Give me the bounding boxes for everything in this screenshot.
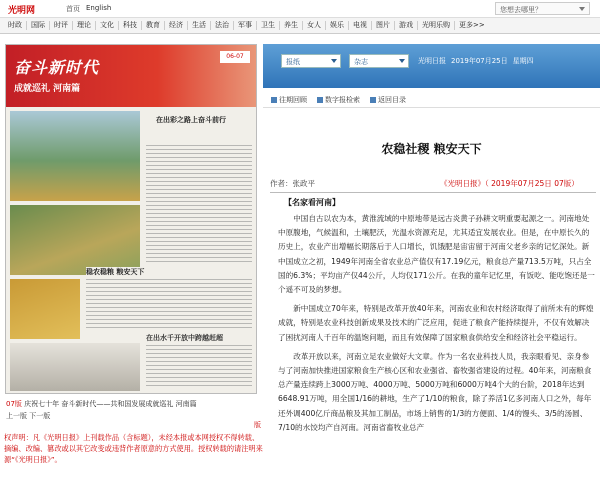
list-icon (370, 97, 376, 103)
nav-item[interactable]: 光明乐购 (418, 21, 455, 30)
nav-item[interactable]: 理论 (73, 21, 96, 30)
nav-item[interactable]: 军事 (234, 21, 257, 30)
toolbar-search[interactable]: 数字报检索 (317, 95, 360, 105)
article-column[interactable] (86, 279, 252, 329)
top-links (66, 4, 111, 14)
nav-item[interactable]: 文化 (96, 21, 119, 30)
top-link-english[interactable]: English (86, 4, 112, 12)
issue-info (418, 56, 534, 66)
site-search-select[interactable]: 您想去哪里？ (495, 2, 590, 15)
nav-item[interactable]: 生活 (188, 21, 211, 30)
nav-item[interactable]: 游戏 (395, 21, 418, 30)
page-caption-text[interactable]: 庆祝七十年 奋斗新时代——共和国发展成就巡礼 河南篇 (24, 400, 197, 408)
article-section-tag: 【名家看河南】 (284, 198, 340, 207)
page-edition: 07版 (6, 400, 22, 408)
page-pager (6, 411, 50, 421)
article-paragraph: 中国自古以农为本，黄淮流域的中原地带是远古炎黄子孙耕文明重要起源之一。河南地处中原腹地，气候温和，土壤肥沃，光温水资源充足，尤其适宜发展农业。但是，在中原长久的历史上，农业产出增幅长期落后于人口增长，饥饿肥是宙宙留于河南父老乡亲的记忆深处。新中国成立之初，1949年河南全省农业总产值仅有17.19亿元，粮食总产量713.5万吨，只占全国的6.3%；平均亩产仅44公斤，人均仅171公斤。在我的童年记忆里，有饭吃、能吃饱还是一个遥不可及的梦想。 (278, 214, 595, 295)
nav-item[interactable]: 时政 (4, 21, 27, 30)
page-headline[interactable]: 稳农稳粮 粮安天下 (86, 268, 145, 276)
nav-item[interactable]: 经济 (165, 21, 188, 30)
nav-item[interactable]: 电视 (349, 21, 372, 30)
site-logo[interactable]: 光明网 (8, 6, 36, 16)
article-column[interactable] (146, 345, 252, 389)
paper-select[interactable]: 报纸 (281, 54, 341, 68)
main-nav (0, 18, 600, 34)
article-paragraph: 改革开放以来，河南立足农业做好大文章。作为一名农业科技人员，我亲眼看见、亲身参与了河南加快推进国家粮食生产核心区和农业强省、畜牧强省建设的过程。40年来，河南粮食总产量连续跨上3000万吨、4000万吨、5000万吨和6000万吨4个大的台阶，2018年达到6648.91万吨，用全国1/16的耕地，生产了1/10的粮食，除了养活1亿多河南人口之外，每年还外调400亿斤商品粮及其加工制品，市场上销售的1/3的方便面、1/4的馒头、3/5的汤圆、7/10的水饺均产自河南。河南省畜牧业总产 (278, 351, 592, 432)
nav-item[interactable]: 图片 (372, 21, 395, 30)
nav-item[interactable]: 养生 (280, 21, 303, 30)
notice-mark: 版 (254, 421, 261, 429)
toolbar-past-issues[interactable]: 往期回顾 (271, 95, 307, 105)
banner-title: 奋斗新时代 (14, 58, 100, 77)
nav-item[interactable]: 法治 (211, 21, 234, 30)
banner-subtitle: 成就巡礼 河南篇 (14, 84, 81, 94)
article-byline (270, 178, 596, 193)
paper-name: 光明日报 (418, 57, 446, 65)
photo-fields (10, 205, 140, 275)
newspaper-page-thumbnail[interactable] (5, 44, 257, 394)
calendar-icon (271, 97, 277, 103)
next-page-link[interactable]: 下一版 (29, 412, 51, 420)
nav-item[interactable]: 女人 (303, 21, 326, 30)
paper-toolbar (263, 92, 600, 108)
article-title: 农稳社稷 粮安天下 (381, 142, 482, 156)
page-headline[interactable]: 在出彩之路上奋斗前行 (156, 116, 226, 124)
magazine-select[interactable]: 杂志 (349, 54, 409, 68)
author-label: 作者： (270, 179, 293, 188)
nav-item[interactable]: 卫生 (257, 21, 280, 30)
nav-item[interactable]: 时评 (50, 21, 73, 30)
page-number-tag: 06-07 (220, 51, 250, 63)
photo-dam (10, 111, 140, 201)
photo-city (10, 343, 140, 391)
toolbar-back-to-contents[interactable]: 返回目录 (370, 95, 406, 105)
article-column[interactable] (146, 145, 252, 265)
page-caption (6, 399, 258, 409)
article-body (278, 212, 596, 440)
top-link-home[interactable]: 首页 (66, 5, 80, 13)
search-icon (317, 97, 323, 103)
nav-item-more[interactable]: 更多>> (459, 21, 485, 29)
page-headline[interactable]: 在出水千开放中跨越赶超 (146, 334, 223, 342)
issue-date: 2019年07月25日 (451, 57, 508, 65)
top-bar (0, 0, 600, 18)
author-name: 张政平 (292, 179, 315, 188)
copyright-notice: 权声明：凡《光明日报》上刊载作品（含标题），未经本报或本网授权不得转载、摘编、改编、篡改或以其它改变或违背作者原意的方式使用。授权转载的请注明来源“《光明日报》”。 (4, 433, 263, 464)
photo-harvest (10, 279, 80, 339)
nav-item[interactable]: 娱乐 (326, 21, 349, 30)
nav-item[interactable]: 科技 (119, 21, 142, 30)
page-banner (6, 45, 257, 107)
nav-item[interactable]: 教育 (142, 21, 165, 30)
digital-paper-header (263, 44, 600, 88)
article-source: 《光明日报》（ 2019年07月25日 07版） (440, 179, 579, 188)
article-paragraph: 新中国成立70年来，特别是改革开放40年来，河南农业和农村经济取得了前所未有的辉煌成就，特别是农业科技创新成果及技术的广泛应用，促进了粮食产能持续提升，不仅有效解决了困扰河南人千百年的温饱问题，而且有效保障了国家粮食供给安全和经济社会平稳运行。 (278, 304, 594, 342)
prev-page-link[interactable]: 上一版 (6, 412, 27, 420)
issue-weekday: 星期四 (512, 57, 534, 65)
nav-item[interactable]: 国际 (27, 21, 50, 30)
